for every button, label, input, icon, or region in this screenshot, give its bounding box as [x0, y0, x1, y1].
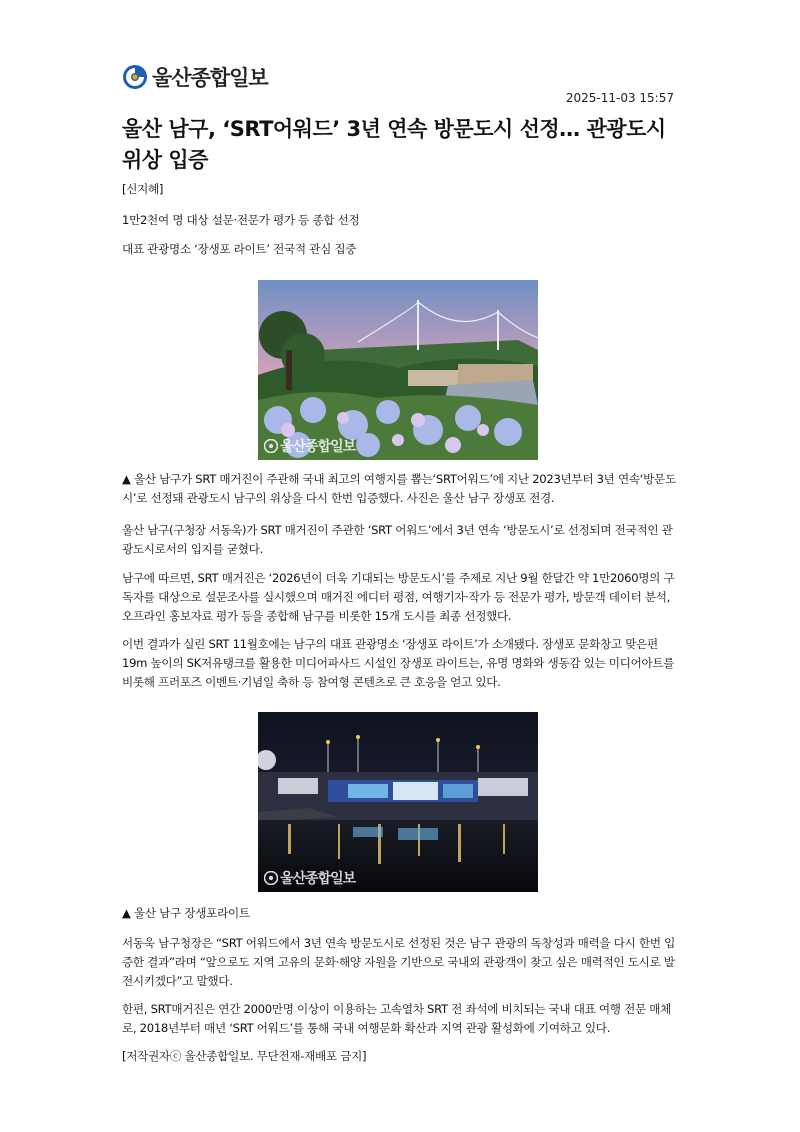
byline: [신지혜]	[122, 182, 164, 196]
photo-caption-2: ▲ 울산 남구 장생포라이트	[122, 906, 250, 920]
article-photo-jangsaengpo	[258, 280, 538, 460]
copyright-notice: [저작권자ⓒ 울산종합일보. 무단전재-재배포 금지]	[122, 1049, 367, 1063]
watermark-swirl-icon	[264, 871, 278, 885]
subhead-2: 대표 관광명소 ‘장생포 라이트’ 전국적 관심 집중	[122, 242, 357, 256]
photo-watermark: 울산종합일보	[264, 436, 355, 456]
article-headline: 울산 남구, ‘SRT어워드’ 3년 연속 방문도시 선정… 관광도시 위상 입증	[122, 117, 666, 172]
photo-caption-1: ▲ 울산 남구가 SRT 매거진이 주관해 국내 최고의 여행지를 뽑는‘SRT어워드’에 지난 2023년부터 3년 연속‘방문도시’로 선정돼 관광도시 남구의 위상을 다시 한번 입증했다. 사진은 울산 남구 장생포 전경.	[122, 472, 676, 505]
paragraph-5: 한편, SRT매거진은 연간 2000만명 이상이 이용하는 고속열차 SRT 전 좌석에 비치되는 국내 대표 여행 전문 매체로, 2018년부터 매년 ‘SRT 어워드’를 통해 국내 여행문화 확산과 지역 관광 활성화에 기여하고 있다.	[122, 1002, 672, 1035]
photo-night-image	[258, 712, 538, 892]
article-photo-jangsaengpo-light	[258, 712, 538, 892]
paragraph-2: 남구에 따르면, SRT 매거진은 ‘2026년이 더욱 기대되는 방문도시’를 주제로 지난 9월 한달간 약 1만2060명의 구독자를 대상으로 설문조사를 실시했으며 매거진 에디터 평점, 여행기자·작가 등 전문가 평가, 방문객 데이터 분석, 오프라인 홍보자료 평가 등을 종합해 남구를 비롯한 15개 도시를 최종 선정했다.	[122, 571, 675, 623]
paragraph-3: 이번 결과가 실린 SRT 11월호에는 남구의 대표 관광명소 ‘장생포 라이트’가 소개됐다. 장생포 문화창고 맞은편 19m 높이의 SK저유탱크를 활용한 미디어파사드 시설인 장생포 라이트는, 유명 명화와 생동감 있는 미디어아트를 비롯해 프러포즈 이벤트·기념일 축하 등 참여형 콘텐츠로 큰 호응을 얻고 있다.	[122, 637, 675, 689]
photo-watermark: 울산종합일보	[264, 868, 355, 888]
logo-text: 울산종합일보	[152, 66, 268, 90]
publish-datetime: 2025-11-03 15:57	[565, 91, 674, 105]
masthead-logo[interactable]	[122, 62, 268, 92]
watermark-swirl-icon	[264, 439, 278, 453]
subhead-1: 1만2천여 명 대상 설문·전문가 평가 등 종합 선정	[122, 213, 360, 227]
paragraph-1: 울산 남구(구청장 서동욱)가 SRT 매거진이 주관한 ‘SRT 어워드’에서 3년 연속 ‘방문도시’로 선정되며 전국적인 관광도시로서의 입지를 굳혔다.	[122, 523, 673, 556]
paragraph-4: 서동욱 남구청장은 “SRT 어워드에서 3년 연속 방문도시로 선정된 것은 남구 관광의 독창성과 매력을 다시 한번 입증한 결과”라며 “앞으로도 지역 고유의 문화·해양 자원을 기반으로 국내외 관광객이 찾고 싶은 매력적인 도시로 발전시키겠다”고 말했다.	[122, 936, 676, 988]
photo-landscape-image	[258, 280, 538, 460]
logo-swirl-icon	[122, 64, 148, 90]
